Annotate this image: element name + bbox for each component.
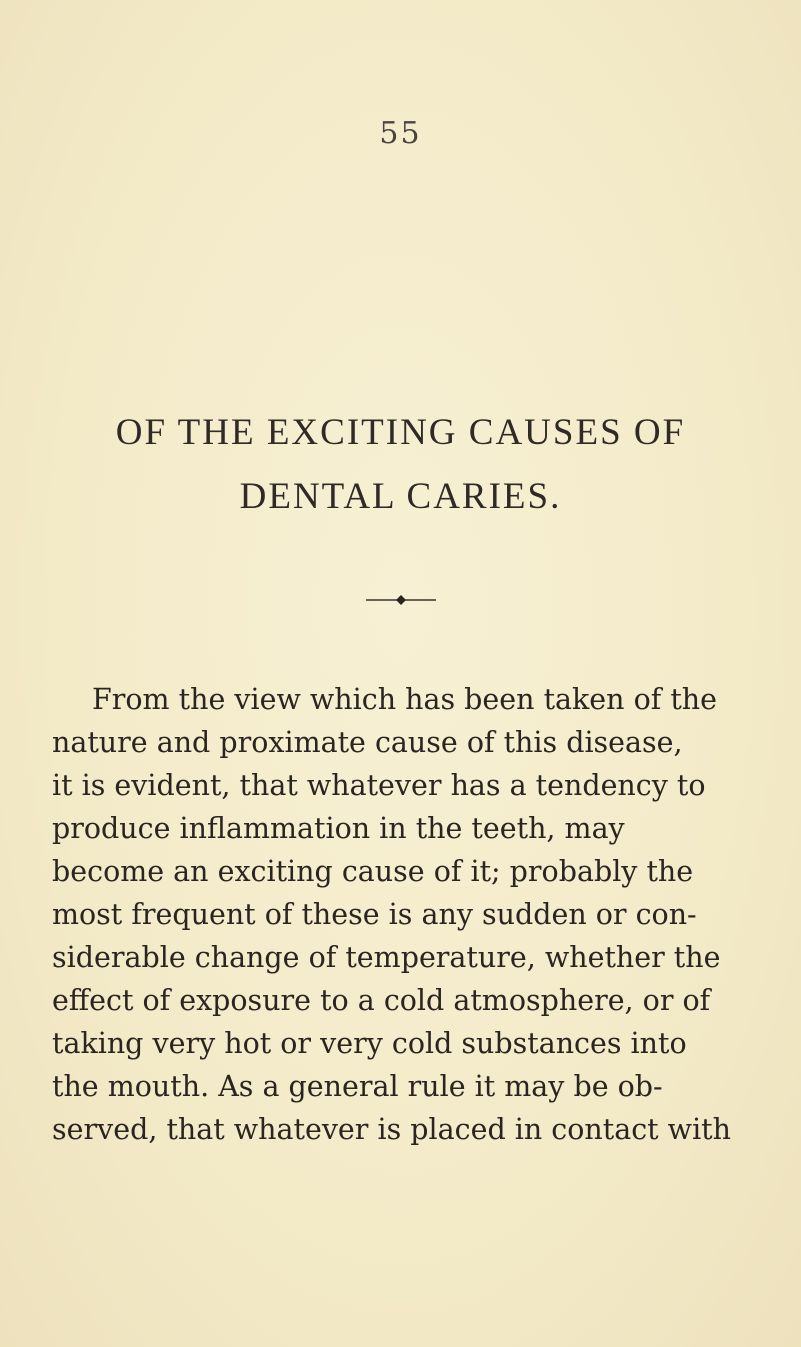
page-number: 55	[379, 116, 422, 151]
text-line: served, that whatever is placed in contact with	[52, 1113, 731, 1146]
text-line: siderable change of temperature, whether the	[52, 941, 721, 974]
text-line: most frequent of these is any sudden or con-	[52, 898, 697, 931]
text-line: From the view which has been taken of the	[92, 683, 718, 716]
text-line: it is evident, that whatever has a tendency to	[52, 769, 706, 802]
text-line: become an exciting cause of it; probably the	[52, 855, 694, 888]
chapter-heading-line-1: OF THE EXCITING CAUSES OF	[115, 412, 686, 453]
text-line: taking very hot or very cold substances into	[52, 1027, 687, 1060]
text-line: nature and proximate cause of this disease,	[52, 726, 683, 759]
body-paragraph	[52, 678, 749, 1151]
text-line: effect of exposure to a cold atmosphere, or of	[52, 984, 711, 1017]
diamond-rule-icon	[366, 593, 436, 607]
text-line: produce inflammation in the teeth, may	[52, 812, 625, 845]
text-line: the mouth. As a general rule it may be ob-	[52, 1070, 663, 1103]
chapter-heading-line-2: DENTAL CARIES.	[239, 476, 562, 517]
